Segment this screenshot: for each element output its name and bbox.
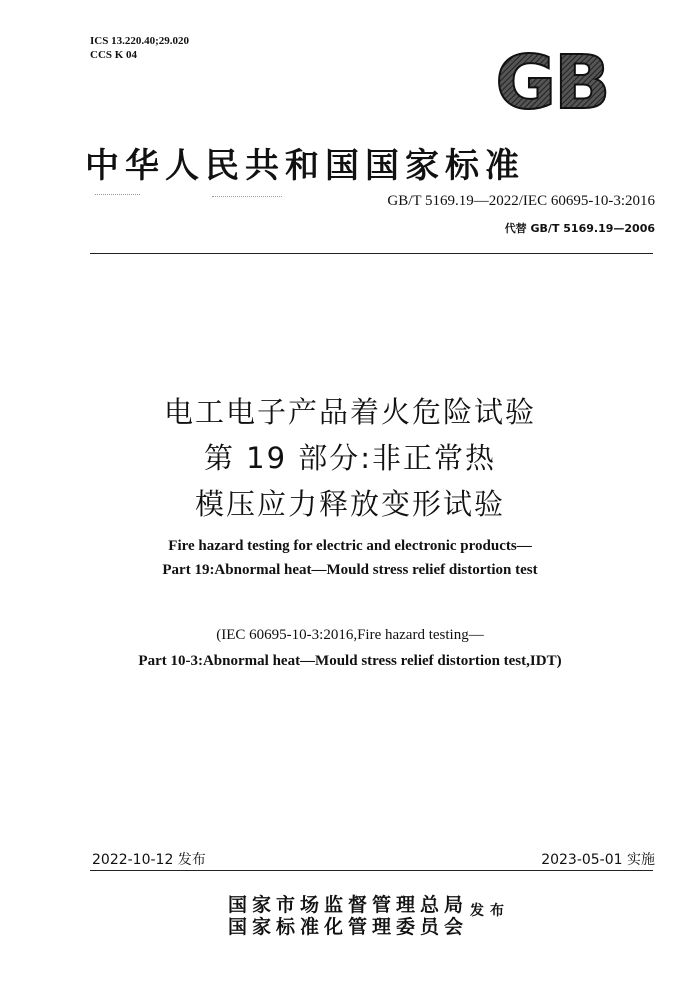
zh-title-line: 电工电子产品着火危险试验 <box>163 395 536 429</box>
issuer-name: 国家市场监督管理总局 <box>228 894 469 916</box>
en-title-line: Part 19:Abnormal heat—Mould stress relief distortion test <box>162 562 538 578</box>
ccs-code: CCS K 04 <box>90 49 138 61</box>
classification-codes <box>90 34 189 62</box>
publish-label: 发布 <box>470 903 510 919</box>
replaces-note: 代替 GB/T 5169.19—2006 <box>504 222 655 235</box>
bottom-divider <box>90 870 653 871</box>
en-title-line: Fire hazard testing for electric and electronic products— <box>168 538 532 554</box>
iec-reference-line: Part 10-3:Abnormal heat—Mould stress relief distortion test,IDT) <box>138 653 562 669</box>
zh-title-line: 第 19 部分:非正常热 <box>203 441 497 475</box>
standard-number: GB/T 5169.19—2022/IEC 60695-10-3:2016 <box>387 193 655 209</box>
logo-text: GB <box>495 42 609 122</box>
ics-code: ICS 13.220.40;29.020 <box>90 35 190 47</box>
gb-logo-icon <box>482 42 622 122</box>
divider-mark <box>95 194 140 195</box>
national-standard-title: 中华人民共和国国家标准 <box>85 146 525 186</box>
issuer-name: 国家标准化管理委员会 <box>228 916 469 938</box>
divider-mark <box>212 196 282 197</box>
implementation-date: 2023-05-01 实施 <box>541 852 655 868</box>
iec-reference-line: (IEC 60695-10-3:2016,Fire hazard testing— <box>216 627 484 643</box>
zh-title-line: 模压应力释放变形试验 <box>194 487 505 521</box>
issue-date: 2022-10-12 发布 <box>92 852 206 868</box>
top-divider <box>90 253 653 254</box>
